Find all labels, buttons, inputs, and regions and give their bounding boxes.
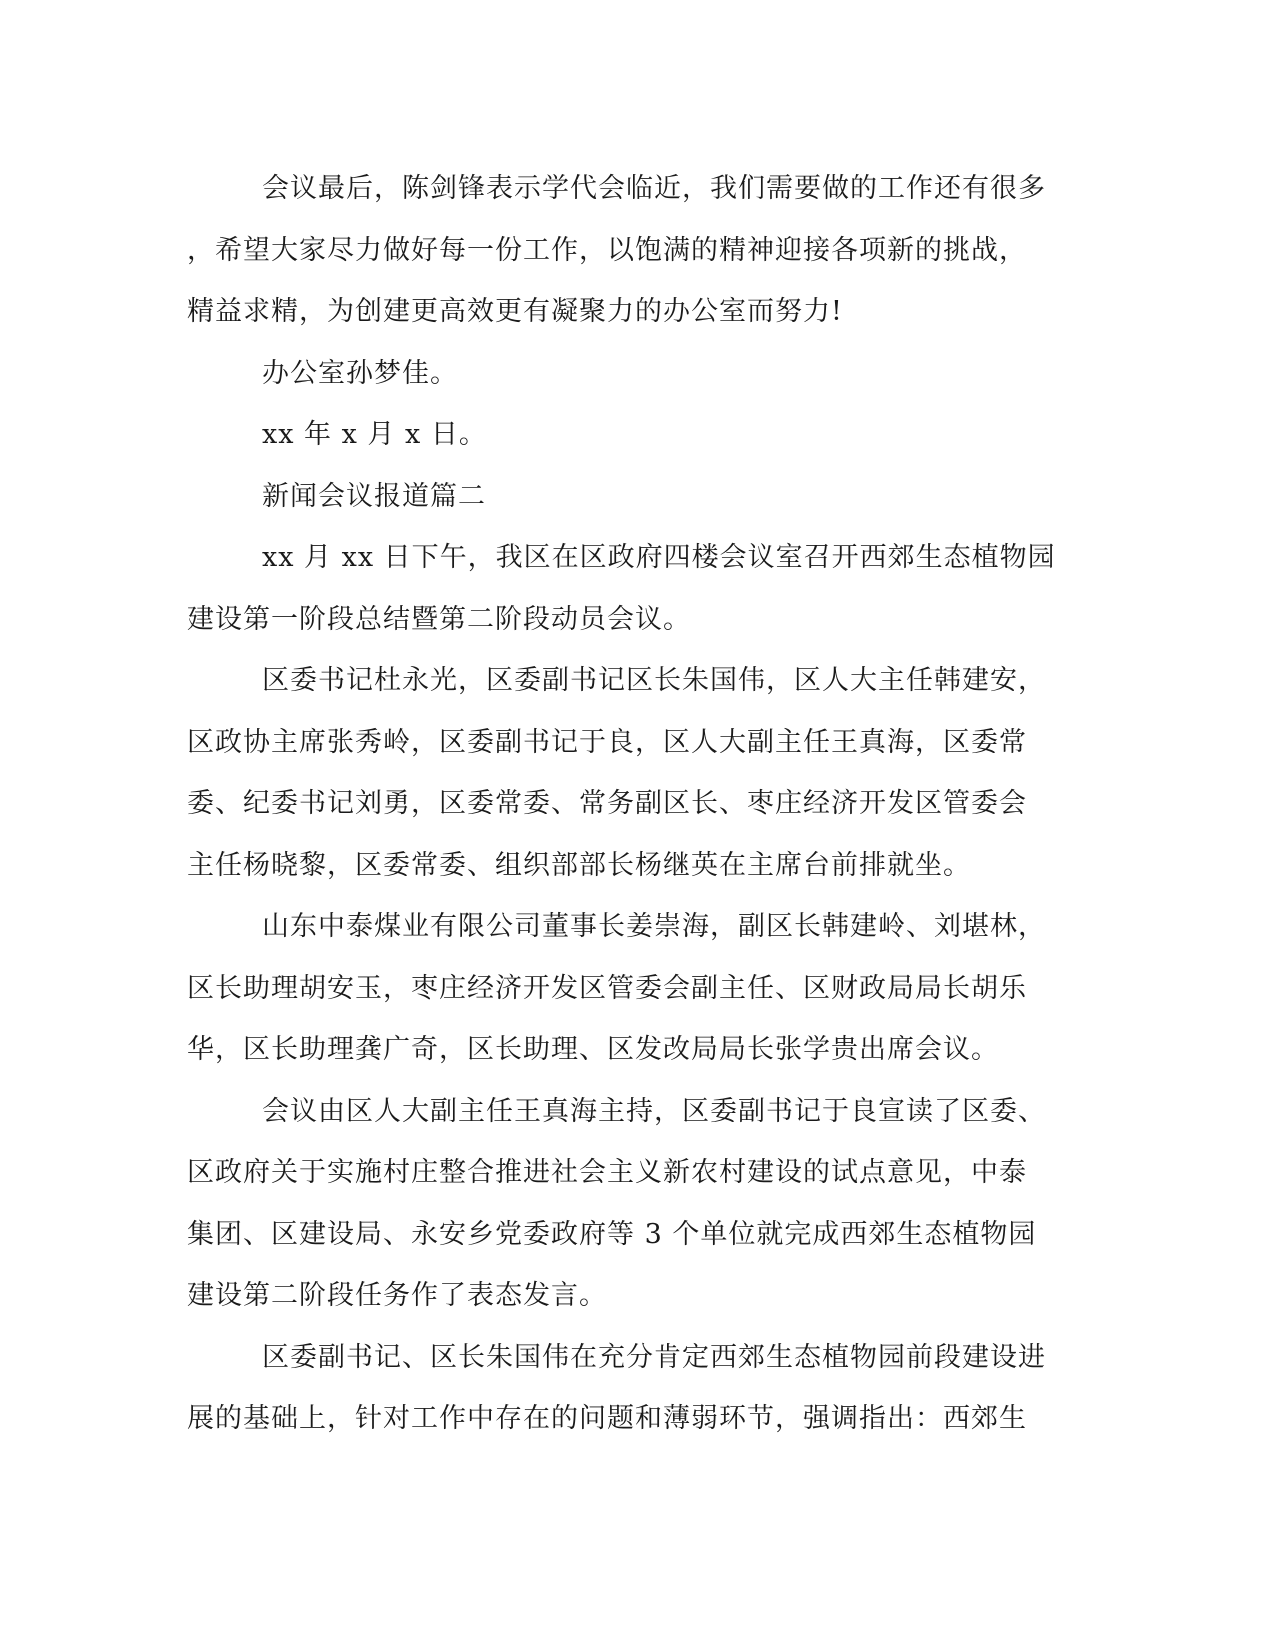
text-line: 华，区长助理龚广奇，区长助理、区发改局局长张学贵出席会议。 [187, 1034, 999, 1065]
document-body [187, 158, 1067, 1450]
text-line: 集团、区建设局、永安乡党委政府等 3 个单位就完成西郊生态植物园 [187, 1218, 1037, 1250]
text-line: 区政府关于实施村庄整合推进社会主义新农村建设的试点意见，中泰 [187, 1157, 1027, 1188]
text-line: 会议由区人大副主任王真海主持，区委副书记于良宣读了区委、 [262, 1095, 1046, 1127]
text-line: 区长助理胡安玉，枣庄经济开发区管委会副主任、区财政局局长胡乐 [187, 972, 1027, 1004]
text-line: xx 月 xx 日下午，我区在区政府四楼会议室召开西郊生态植物园 [262, 542, 1056, 573]
text-line: 区委书记杜永光，区委副书记区长朱国伟，区人大主任韩建安， [262, 665, 1046, 696]
text-line: 委、纪委书记刘勇，区委常委、常务副区长、枣庄经济开发区管委会 [187, 788, 1027, 819]
text-line: ，希望大家尽力做好每一份工作，以饱满的精神迎接各项新的挑战， [187, 234, 1027, 266]
text-line: 山东中泰煤业有限公司董事长姜崇海，副区长韩建岭、刘堪林， [262, 911, 1046, 942]
text-line: xx 年 x 月 x 日。 [262, 419, 487, 450]
text-line: 办公室孙梦佳。 [262, 357, 458, 389]
text-line: 精益求精，为创建更高效更有凝聚力的办公室而努力! [187, 296, 843, 327]
text-line: 新闻会议报道篇二 [262, 480, 486, 512]
text-line: 建设第二阶段任务作了表态发言。 [187, 1280, 607, 1311]
text-line: 区委副书记、区长朱国伟在充分肯定西郊生态植物园前段建设进 [262, 1341, 1046, 1373]
text-line: 会议最后，陈剑锋表示学代会临近，我们需要做的工作还有很多 [262, 173, 1046, 204]
text-line: 主任杨晓黎，区委常委、组织部部长杨继英在主席台前排就坐。 [187, 849, 971, 881]
text-line: 建设第一阶段总结暨第二阶段动员会议。 [187, 603, 691, 635]
text-line: 区政协主席张秀岭，区委副书记于良，区人大副主任王真海，区委常 [187, 726, 1027, 758]
text-line: 展的基础上，针对工作中存在的问题和薄弱环节，强调指出：西郊生 [187, 1403, 1027, 1434]
